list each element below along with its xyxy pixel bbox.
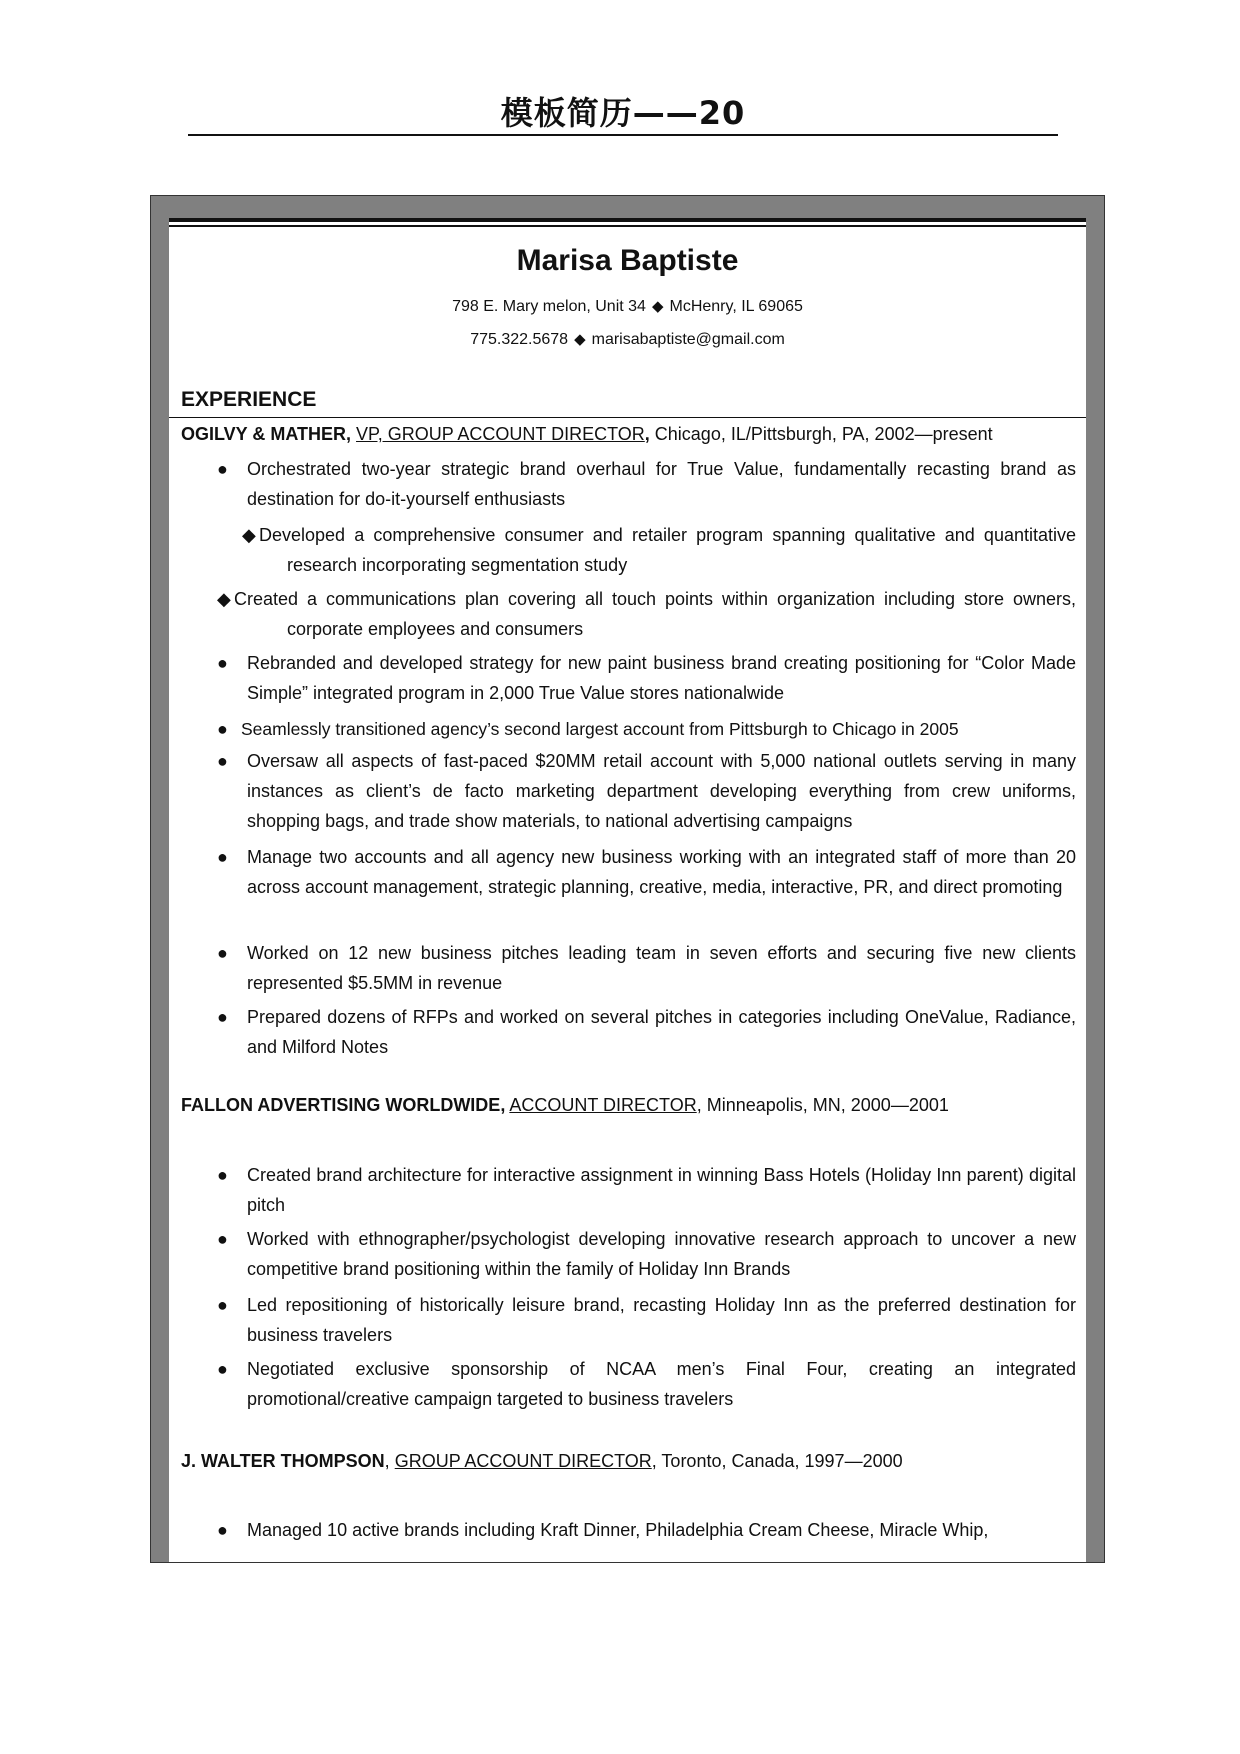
list-item-text: Worked on 12 new business pitches leading team in seven efforts and securing five new clients represented $5.5MM in revenue	[247, 943, 1076, 993]
bullet-icon: ●	[217, 1165, 228, 1185]
bullet-icon: ●	[217, 1359, 228, 1379]
list-item	[242, 520, 1076, 580]
list-item	[217, 1290, 1076, 1350]
section-title-experience: EXPERIENCE	[181, 388, 317, 411]
job-company: J. WALTER THOMPSON	[181, 1451, 385, 1471]
contact-address-line	[169, 297, 1086, 316]
bullet-icon: ●	[217, 847, 228, 867]
job-location: , Toronto, Canada, 1997—2000	[651, 1451, 903, 1471]
contact-phone-line	[169, 330, 1086, 349]
list-item-text: Seamlessly transitioned agency’s second largest account from Pittsburgh to Chicago in 2005	[241, 719, 959, 739]
job-company: OGILVY & MATHER,	[181, 424, 352, 444]
bullet-icon: ●	[217, 1229, 228, 1249]
list-item	[217, 1224, 1076, 1284]
list-item-text: Prepared dozens of RFPs and worked on several pitches in categories including OneValue, Radiance, and Milford Notes	[247, 1007, 1076, 1057]
list-item-text: Created a communications plan covering all touch points within organization including store owners, corporate employees and consumers	[234, 589, 1076, 639]
resume-sheet	[169, 218, 1086, 1562]
job-company: FALLON ADVERTISING WORLDWIDE,	[181, 1095, 506, 1115]
bullet-icon: ◆	[242, 525, 256, 545]
list-item-text: Rebranded and developed strategy for new paint business brand creating positioning for “Color Made Simple” integrated program in 2,000 True Value stores nationalwide	[247, 653, 1076, 703]
address: 798 E. Mary melon, Unit 34	[452, 298, 646, 315]
job-role: VP, GROUP ACCOUNT DIRECTOR	[356, 424, 645, 444]
list-item	[217, 714, 1076, 744]
list-item	[217, 648, 1076, 708]
list-item	[217, 454, 1076, 514]
bullet-icon: ●	[217, 459, 228, 479]
bullet-icon: ●	[217, 1295, 228, 1315]
bullet-icon: ◆	[217, 589, 231, 609]
job-heading	[181, 1095, 949, 1116]
bullet-icon: ●	[217, 1007, 228, 1027]
list-item	[217, 938, 1076, 998]
bullet-icon: ●	[217, 653, 228, 673]
candidate-name: Marisa Baptiste	[516, 244, 739, 277]
email[interactable]: marisabaptiste@gmail.com	[591, 331, 785, 348]
job-comma: ,	[644, 424, 650, 444]
list-item-text: Developed a comprehensive consumer and retailer program spanning qualitative and quantitative research incorporating segmentation study	[259, 525, 1076, 575]
title-underline	[188, 134, 1058, 136]
bullet-icon: ●	[217, 751, 228, 771]
bullet-icon: ●	[217, 719, 228, 739]
list-item	[217, 746, 1076, 836]
list-item	[217, 1002, 1076, 1062]
phone: 775.322.5678	[470, 331, 569, 348]
list-item	[217, 584, 1076, 644]
bullet-icon: ●	[217, 943, 228, 963]
bullet-icon: ●	[217, 1520, 228, 1540]
list-item-text: Worked with ethnographer/psychologist developing innovative research approach to uncover a new competitive brand positioning within the family of Holiday Inn Brands	[247, 1229, 1076, 1279]
job-comma: ,	[696, 1095, 702, 1115]
list-item-text: Manage two accounts and all agency new business working with an integrated staff of more than 20 across account management, strategic planning, creative, media, interactive, PR, and direct promoting	[247, 847, 1076, 897]
header-double-rule	[169, 218, 1086, 227]
job-location: Chicago, IL/Pittsburgh, PA, 2002—present	[649, 424, 993, 444]
job-heading	[181, 1451, 903, 1472]
list-item-text: Orchestrated two-year strategic brand overhaul for True Value, fundamentally recasting brand as destination for do-it-yourself enthusiasts	[247, 459, 1076, 509]
section-rule	[169, 417, 1086, 418]
list-item-text: Led repositioning of historically leisure brand, recasting Holiday Inn as the preferred destination for business travelers	[247, 1295, 1076, 1345]
job-location: Minneapolis, MN, 2000—2001	[701, 1095, 949, 1115]
resume-frame	[150, 195, 1105, 1563]
list-item	[217, 842, 1076, 902]
separator-icon: ◆	[651, 298, 664, 315]
list-item	[217, 1354, 1076, 1414]
list-item-text: Oversaw all aspects of fast-paced $20MM retail account with 5,000 national outlets serving in many instances as client’s de facto marketing department developing everything from crew uniforms, shopping bags, and trade show materials, to national advertising campaigns	[247, 751, 1076, 831]
document-title: 模板简历——20	[500, 94, 746, 132]
job-comma: ,	[384, 1451, 390, 1471]
list-item	[217, 1515, 1076, 1545]
job-role: GROUP ACCOUNT DIRECTOR	[394, 1451, 652, 1471]
job-role: ACCOUNT DIRECTOR	[509, 1095, 697, 1115]
list-item-text: Negotiated exclusive sponsorship of NCAA men’s Final Four, creating an integrated promotional/creative campaign targeted to business travelers	[247, 1359, 1076, 1409]
list-item	[217, 1160, 1076, 1220]
city: McHenry, IL 69065	[669, 298, 803, 315]
list-item-text: Managed 10 active brands including Kraft Dinner, Philadelphia Cream Cheese, Miracle Whip,	[247, 1520, 989, 1540]
job-heading	[181, 424, 993, 445]
list-item-text: Created brand architecture for interactive assignment in winning Bass Hotels (Holiday Inn parent) digital pitch	[247, 1165, 1076, 1215]
separator-icon: ◆	[574, 331, 586, 348]
